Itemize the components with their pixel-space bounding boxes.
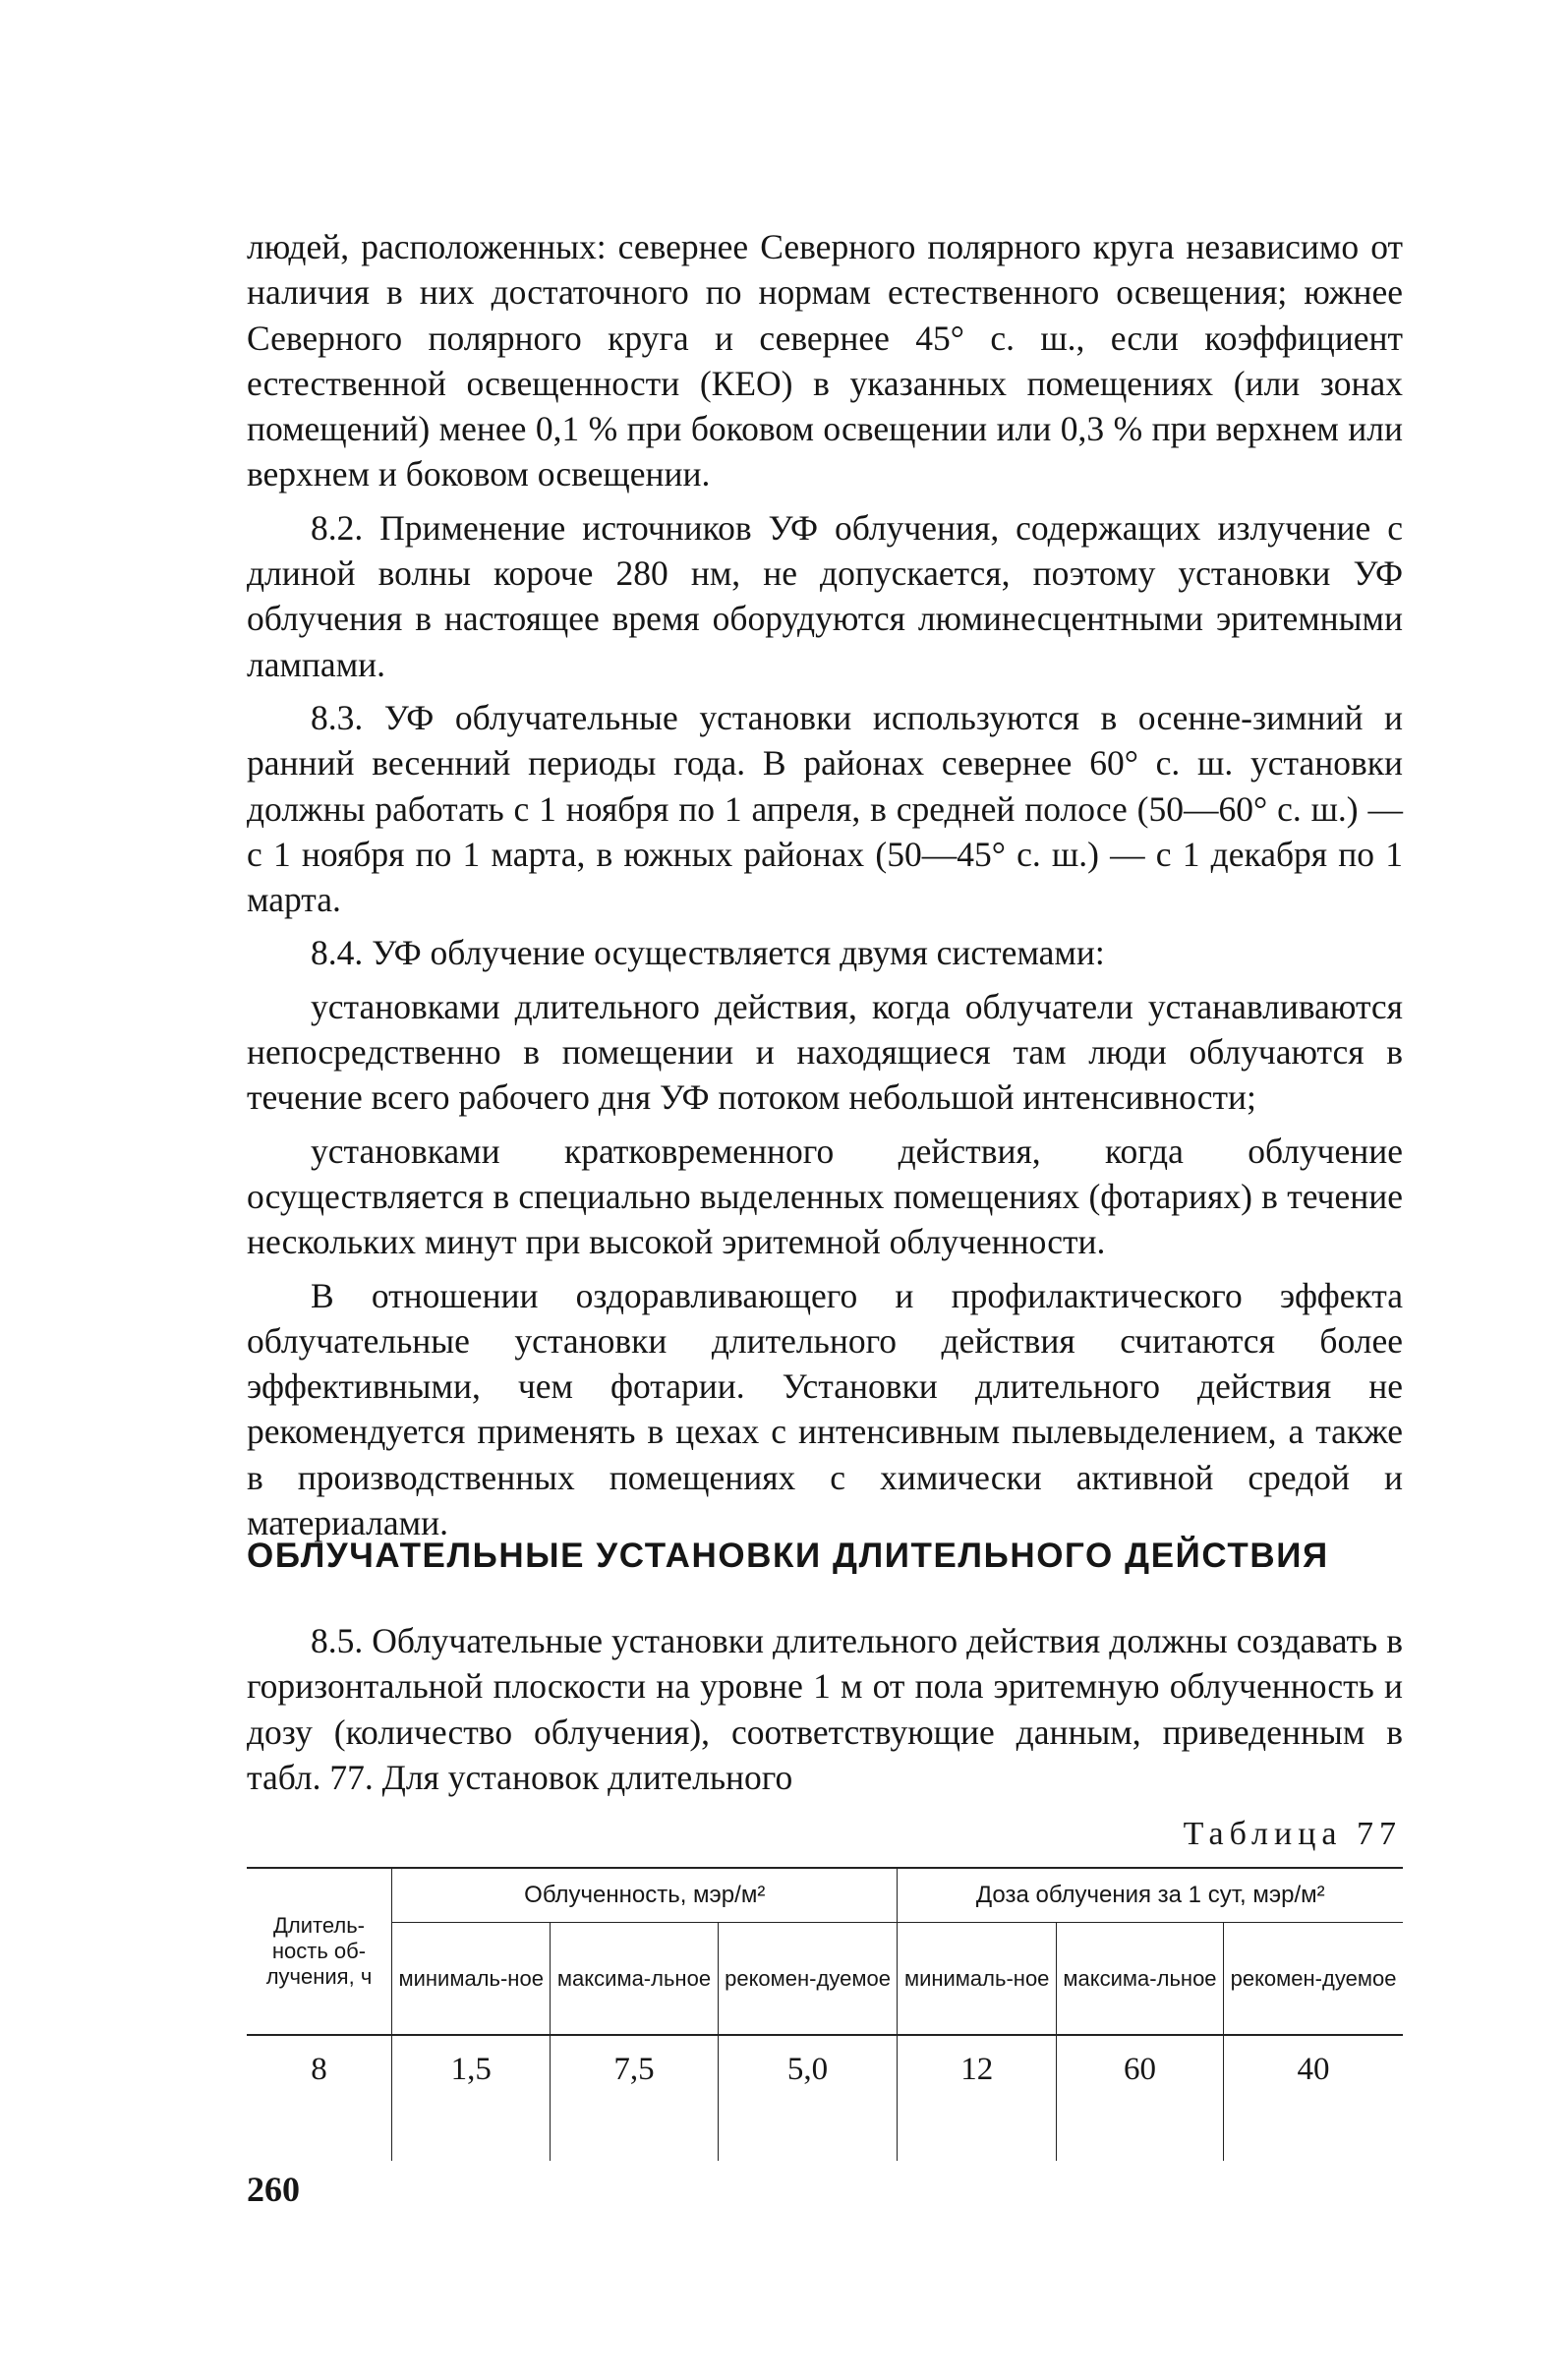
subheader-irradiance-min: минималь-ное (392, 1923, 551, 2036)
cell-irradiance-rec: 5,0 (718, 2035, 898, 2161)
data-table (247, 1867, 1403, 2161)
row-header-duration: Длитель-ность об-лучения, ч (247, 1868, 392, 2035)
paragraph-8-3: 8.3. УФ облучательные установки используются в осенне-зимний и ранний весенний периоды года. В районах севернее 60° с. ш. установки должны работать с 1 ноября по 1 апреля, в средней полосе (50—60° с. ш.) — с 1 ноября по 1 марта, в южных районах (50—45° с. ш.) — с 1 декабря по 1 марта. (247, 697, 1403, 920)
paragraph-8-4: 8.4. УФ облучение осуществляется двумя системами: (311, 933, 1105, 973)
subheader-dose-rec: рекомен-дуемое (1224, 1923, 1403, 2036)
cell-duration: 8 (311, 2052, 327, 2087)
paragraph-long-action: установками длительного действия, когда облучатели устанавливаются непосредственно в помещении и находящиеся там люди облучаются в течение всего рабочего дня УФ потоком небольшой интенсивности; (247, 986, 1403, 1118)
body-text (247, 224, 1403, 1553)
cell-irradiance-max: 7,5 (551, 2035, 718, 2161)
cell-dose-rec: 40 (1224, 2035, 1403, 2161)
body-text-section (247, 1618, 1403, 1800)
cell-dose-max: 60 (1056, 2035, 1223, 2161)
paragraph-continuation: людей, расположенных: севернее Северного полярного круга независимо от наличия в них достаточного по нормам естественного освещения; южнее Северного полярного круга и севернее 45° с. ш., если коэффициент естественной освещенности (КЕО) в указанных помещениях (или зонах помещений) менее 0,1 % при боковом освещении или 0,3 % при верхнем или верхнем и боковом освещении. (247, 227, 1403, 494)
page-number: 260 (247, 2170, 300, 2209)
paragraph-efficiency: В отношении оздоравливающего и профилактического эффекта облучательные установки длительного действия считаются более эффективными, чем фотарии. Установки длительного действия не рекомендуется применять в цехах с интенсивным пылевыделением, а также в производственных помещениях с химически активной средой и материалами. (247, 1275, 1403, 1543)
subheader-dose-min: минималь-ное (898, 1923, 1056, 2036)
paragraph-short-action: установками кратковременного действия, когда облучение осуществляется в специально выделенных помещениях (фотариях) в течение нескольких минут при высокой эритемной облученности. (247, 1131, 1403, 1262)
paragraph-8-2: 8.2. Применение источников УФ облучения, содержащих излучение с длиной волны короче 280 нм, не допускается, поэтому установки УФ облучения в настоящее время оборудуются люминесцентными эритемными лампами. (247, 507, 1403, 684)
table-caption: Таблица 77 (1183, 1816, 1402, 1852)
group-header-dose: Доза облучения за 1 сут, мэр/м² (898, 1868, 1403, 1923)
cell-irradiance-min: 1,5 (392, 2035, 551, 2161)
cell-dose-min: 12 (898, 2035, 1056, 2161)
section-heading: ОБЛУЧАТЕЛЬНЫЕ УСТАНОВКИ ДЛИТЕЛЬНОГО ДЕЙСТВИЯ (247, 1537, 1329, 1575)
subheader-irradiance-rec: рекомен-дуемое (718, 1923, 898, 2036)
paragraph-8-5: 8.5. Облучательные установки длительного действия должны создавать в горизонтальной плоскости на уровне 1 м от пола эритемную облученность и дозу (количество облучения), соответствующие данным, приведенным в табл. 77. Для установок длительного (247, 1621, 1403, 1797)
table-row (247, 2035, 1403, 2161)
group-header-irradiance: Облученность, мэр/м² (392, 1868, 898, 1923)
subheader-dose-max: максима-льное (1056, 1923, 1223, 2036)
subheader-irradiance-max: максима-льное (551, 1923, 718, 2036)
